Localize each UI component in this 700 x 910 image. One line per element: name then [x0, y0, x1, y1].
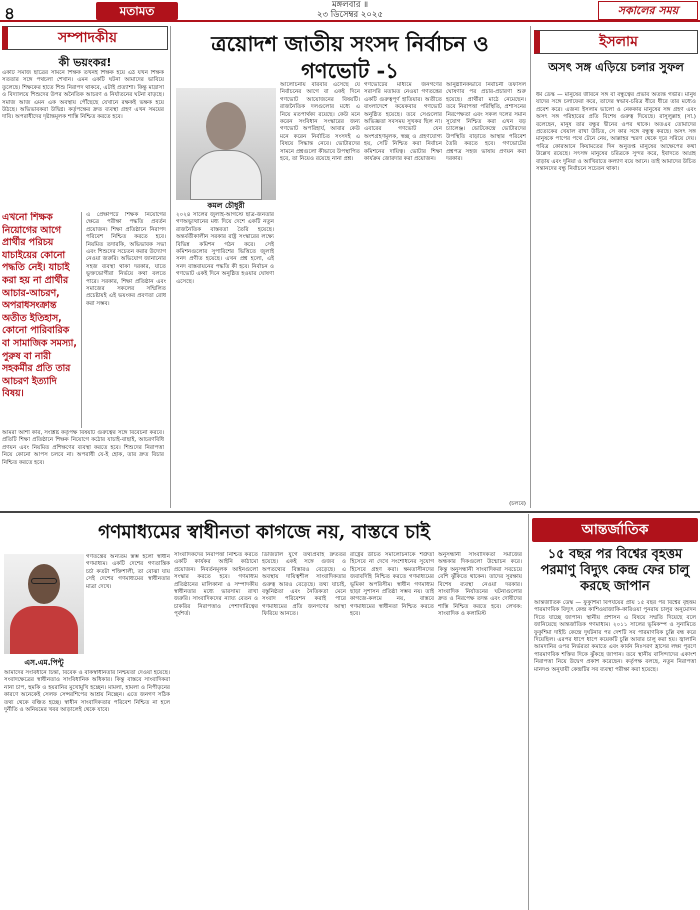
masthead — [0, 0, 700, 22]
second-article-column: অনুসন্ধানী সাংবাদিকতা সমাজের অন্ধকার দিকগুলো উন্মোচন করে। কিন্তু অনুসন্ধানী সাংবাদিকরা সবচেয়ে বেশি ঝুঁকিতে থাকেন। তাদের সুরক্ষায় বিশেষ ব্যবস্থা নেওয়া দরকার। সাংবাদিক নির্যাতনের ঘটনাগুলোর দ্রুত ও নিরপেক্ষ তদন্ত এবং দোষীদের শাস্তি নিশ্চিত করতে হবে। লেখক: সাংবাদিক ও কলামিস্ট — [438, 552, 522, 618]
second-article-column: আমাদের সংবিধানে চিন্তা, বিবেক ও বাকস্বাধীনতার নিশ্চয়তা দেওয়া হয়েছে। সংবাদক্ষেত্রের স্বাধীনতাও সাংবিধানিক অধিকার। কিন্তু বাস্তবে সাংবাদিকরা নানা চাপ, হুমকি ও হয়রানির মুখোমুখি হচ্ছেন। মামলা, হামলা ও নিপীড়নের কারণে অনেকেই সেলফ সেন্সরশিপের আশ্রয় নিচ্ছেন। এতে জনগণ সঠিক তথ্য থেকে বঞ্চিত হচ্ছে। স্বাধীন সাংবাদিকতার পরিবেশ নিশ্চিত না হলে দুর্নীতি ও অনিয়মের খবর আড়ালেই থেকে যাবে। — [4, 670, 170, 714]
international-article-title: ১৫ বছর পর বিশ্বের বৃহত্তম পরমাণু বিদ্যুৎ কেন্দ্র ফের চালু করছে জাপান — [540, 547, 690, 594]
editorial-pull-quote: এখনো শিক্ষক নিয়োগের আগে প্রার্থীর পরিচয় যাচাইয়ের কোনো পদ্ধতি নেই। যাচাই করা হয় না প্রার্থীর আচার-আচরণ, অপরাধসংক্রান্ত অতীত ইতিহাস, কোনো পারিবারিক বা সামাজিক সমস্যা, পুরুষ বা নারী সহকর্মীর প্রতি তার আচরণ ইত্যাদি বিষয়। — [2, 212, 82, 428]
international-section-header: আন্তর্জাতিক — [532, 518, 698, 542]
international-article-body: আন্তর্জাতিক ডেস্ক — ফুকুশিমা বিপর্যয়ের প্রায় ১৫ বছর পর বিশ্বের বৃহত্তম পারমাণবিক বিদ্যুৎ কেন্দ্র কাশিওয়াজাকি-কারিওয়া পুনরায় চালুর অনুমোদন দিতে যাচ্ছে জাপান। স্থানীয় প্রশাসন এ বিষয়ে সম্মতি দিয়েছে বলে জানিয়েছে আন্তর্জাতিক গণমাধ্যম। ২০১১ সালের ভূমিকম্প ও সুনামিতে ফুকুশিমা দাইচি কেন্দ্রে দুর্ঘটনার পর দেশটি সব পারমাণবিক চুল্লি বন্ধ করে দিয়েছিল। এরপর ধাপে ধাপে কয়েকটি চুল্লি আবার চালু করা হয়। জ্বালানি আমদানির ওপর নির্ভরতা কমাতে এবং কার্বন নিঃসরণ হ্রাসের লক্ষ্য পূরণে পারমাণবিক শক্তির দিকে ঝুঁকছে জাপান। তবে স্থানীয় বাসিন্দাদের একাংশ নিরাপত্তা নিয়ে উদ্বেগ প্রকাশ করেছেন। কর্তৃপক্ষ বলছে, নতুন নিরাপত্তা মানদণ্ড অনুযায়ী কেন্দ্রটির সব ব্যবস্থা পরীক্ষা করা হয়েছে। — [534, 600, 696, 673]
page-number: ৪ — [4, 4, 16, 24]
main-article-headline: ত্রয়োদশ জাতীয় সংসদ নির্বাচন ও গণভোট -১ — [211, 31, 489, 83]
second-article-column: ডিজিটাল যুগে তথ্যপ্রবাহ দ্রুততর হয়েছে। একই সঙ্গে গুজব ও অপতথ্যের বিস্তারও বেড়েছে। এ অবস্থায় দায়িত্বশীল সাংবাদিকতার গুরুত্ব আরও বেড়েছে। তথ্য যাচাই, বস্তুনিষ্ঠতা এবং নৈতিকতা মেনে সংবাদ পরিবেশন করাই পারে গণমাধ্যমের প্রতি জনগণের আস্থা ফিরিয়ে আনতে। — [262, 552, 346, 618]
second-article-byline: এস.এম.পিন্টু — [24, 658, 64, 667]
main-article-column: আনুষ্ঠানিকভাবে নির্বাচনী তফসিল ঘোষণার পর প্রচার-প্রচারণা শুরু হয়েছে। প্রার্থীরা মাঠে নেমেছেন। তবে নিরাপত্তা পরিস্থিতি, প্রশাসনের নিরপেক্ষতা এবং সকল দলের সমান সুযোগ নিশ্চিত করা এখন বড় চ্যালেঞ্জ। ভোটকেন্দ্রে ভোটারদের উপস্থিতি বাড়াতে আস্থার পরিবেশ তৈরি করতে হবে। গণভোটের প্রশ্নপত্র সহজ ভাষায় প্রণয়ন করা দরকার। — [446, 82, 526, 163]
section-divider — [0, 511, 700, 513]
issue-date-text: ২৩ ডিসেম্বর ২০২৫ — [317, 10, 383, 20]
editorial-body-continued: আমরা আশা করি, সংশ্লিষ্ট কর্তৃপক্ষ বিষয়টি গুরুত্বের সঙ্গে বিবেচনা করবে। প্রতিটি শিক্ষা প্রতিষ্ঠানে শিক্ষক নিয়োগে কঠোর যাচাই-বাছাই, আচরণবিধি প্রণয়ন এবং নিয়মিত প্রশিক্ষণের ব্যবস্থা করতে হবে। শিশুদের নিরাপত্তা নিয়ে কোনো আপস চলবে না। অপরাধী যে-ই হোক, তার দ্রুত বিচার নিশ্চিত করতে হবে। — [2, 430, 164, 466]
column-divider — [528, 514, 529, 910]
second-article-column: গণতন্ত্রের অন্যতম স্তম্ভ হলো স্বাধীন গণমাধ্যম। একটি দেশের গণতান্ত্রিক চর্চা কতটা শক্তিশালী, তা বোঝা যায় সেই দেশের গণমাধ্যমের স্বাধীনতার মাত্রা দেখে। — [86, 554, 170, 590]
issue-day: মঙ্গলবার ॥ — [331, 0, 369, 10]
editorial-side-text: এ প্রেক্ষাপটে শিক্ষক নিয়োগের ক্ষেত্রে পরীক্ষা পদ্ধতি প্রবর্তন প্রয়োজন। শিক্ষা প্রতিষ্ঠানে নিরাপদ পরিবেশ নিশ্চিত করতে হবে। নিয়মিত তদারকি, অভিভাবক সভা এবং শিশুদের সচেতন করার উদ্যোগ নেওয়া জরুরি। অভিযোগ জানানোর সহজ ব্যবস্থা থাকা দরকার, যাতে ভুক্তভোগীরা নির্ভয়ে কথা বলতে পারে। সরকার, শিক্ষা প্রতিষ্ঠান এবং সমাজের সকলের সম্মিলিত প্রচেষ্টায়ই এই ভয়ংকর প্রবণতা রোধ করা সম্ভব। — [86, 212, 166, 307]
islam-section-header: ইসলাম — [534, 30, 698, 54]
main-article-column: আলোচনায় বারবার এসেছে যে নির্বাচনের আগে বা একই দিনে গণভোট আয়োজনের বিষয়টি। রাজনৈতিক দলগুলোর মধ্যে এ নিয়ে মতপার্থক্য রয়েছে। কেউ মনে করেন সংবিধান সংস্কারের জন্য গণভোট অপরিহার্য, আবার কেউ মনে করেন নির্বাচিত সংসদই এ বিষয়ে সিদ্ধান্ত নেবে। ভোটারদের সামনে প্রশ্নগুলো কীভাবে উপস্থাপিত হবে, তা নিয়েও রয়েছে নানা প্রশ্ন। — [280, 82, 360, 163]
second-article-column: রাষ্ট্রের উচিত সমালোচনাকে শত্রুতা হিসেবে না দেখে সংশোধনের সুযোগ হিসেবে গ্রহণ করা। ক্ষমতাসীনদের জবাবদিহি নিশ্চিত করতে গণমাধ্যমের ভূমিকা অপরিসীম। স্বাধীন গণমাধ্যম ছাড়া সুশাসন প্রতিষ্ঠা সম্ভব নয়। তাই কাগজে-কলমে নয়, বাস্তবে গণমাধ্যমের স্বাধীনতা নিশ্চিত করতে হবে। — [350, 552, 434, 618]
newspaper-logo: সকালের সময় — [598, 1, 698, 20]
second-article-column: সাংবাদিকদের নিরাপত্তা নিশ্চিত করতে একটি কার্যকর আইনি কাঠামো প্রয়োজন। নিবর্তনমূলক আইনগুলো সংস্কার করতে হবে। গণমাধ্যম প্রতিষ্ঠানের মালিকানা ও সম্পাদকীয় স্বাধীনতার মধ্যে ভারসাম্য রাখা জরুরি। সাংবাদিকদের ন্যায্য বেতন ও চাকরির নিরাপত্তাও পেশাদারিত্বের পূর্বশর্ত। — [174, 552, 258, 618]
author-photo — [4, 554, 84, 654]
column-divider — [530, 26, 531, 508]
issue-date — [270, 0, 430, 20]
main-article-column: গণভোটের মাধ্যমে জনগণের সরাসরি মতামত নেওয়া গণতন্ত্রের একটি গুরুত্বপূর্ণ হাতিয়ার। অতীতে বাংলাদেশে কয়েকবার গণভোট অনুষ্ঠিত হয়েছে। তবে সেগুলোর অভিজ্ঞতা সবসময় সুখকর ছিল না। এবারের গণভোট যেন অংশগ্রহণমূলক, স্বচ্ছ ও গ্রহণযোগ্য হয়, সেটি নিশ্চিত করা নির্বাচন কমিশনের দায়িত্ব। ভোটার শিক্ষা কার্যক্রম জোরদার করা প্রয়োজন। — [364, 82, 442, 163]
islam-article-title: অসৎ সঙ্গ এড়িয়ে চলার সুফল — [548, 60, 684, 74]
editorial-body: একটি সমাজ ছাত্রের সামনে শিক্ষক তখনই শিক্ষক হয়ে এঠ যখন শিক্ষক সততার সঙ্গে পথচলা শেখান। এমন একটি ঘটনা আমাদের ভাবিয়ে তুলেছে। শিক্ষকের হাতে শিশু নিরাপদ থাকবে, এটাই প্রত্যাশা। কিন্তু মাদ্রাসা ও বিদ্যালয়ে শিশুদের উপর অনৈতিক আচরণ ও নির্যাতনের ঘটনা বাড়ছে। সমাজ আজ এমন এক অবস্থায় পৌঁছেছে যেখানে রক্ষকই ভক্ষক হয়ে উঠছে। অভিভাবকরা উদ্বিগ্ন। কর্তৃপক্ষের দ্রুত ব্যবস্থা গ্রহণ এখন সময়ের দাবি। অপরাধীদের দৃষ্টান্তমূলক শাস্তি নিশ্চিত করতে হবে। — [2, 70, 164, 121]
main-article-column: ২০২৪ সালের জুলাই-আগস্টে ছাত্র-জনতার গণঅভ্যুত্থানের মধ্য দিয়ে দেশে একটি নতুন রাজনৈতিক বাস্তবতা তৈরি হয়েছে। অন্তর্বর্তীকালীন সরকার রাষ্ট্র সংস্কারের লক্ষ্যে বিভিন্ন কমিশন গঠন করে। সেই কমিশনগুলোর সুপারিশের ভিত্তিতে জুলাই সনদ প্রণীত হয়েছে। এখন প্রশ্ন হলো, এই সনদ বাস্তবায়নের পদ্ধতি কী হবে। নির্বাচন ও গণভোট একই দিনে অনুষ্ঠিত হওয়ার ঘোষণা এসেছে। — [176, 212, 274, 285]
islam-article-body: ধর্ম ডেস্ক — মানুষের জীবনে সঙ্গ বা বন্ধুত্বের প্রভাব অত্যন্ত গভীর। মানুষ যাদের সঙ্গে চলাফেরা করে, তাদের স্বভাব-চরিত্র ধীরে ধীরে তার মধ্যেও প্রবেশ করে। এজন্য ইসলাম ভালো ও নেককার মানুষের সঙ্গ গ্রহণ এবং অসৎ সঙ্গ পরিহারের প্রতি বিশেষ গুরুত্ব দিয়েছে। রাসুলুল্লাহ (সা.) বলেছেন, মানুষ তার বন্ধুর দ্বীনের ওপর থাকে। অতএব তোমাদের প্রত্যেকের খেয়াল রাখা উচিত, সে কার সঙ্গে বন্ধুত্ব করছে। অসৎ সঙ্গ মানুষকে পাপের পথে টেনে নেয়, আল্লাহর স্মরণ থেকে দূরে সরিয়ে দেয়। পবিত্র কোরআনে কিয়ামতের দিন অনুতপ্ত মানুষের আক্ষেপের কথা উল্লেখ রয়েছে। সৎসঙ্গ মানুষের চরিত্রকে সুন্দর করে, ইবাদতে আগ্রহ বাড়ায় এবং দুনিয়া ও আখিরাতে কল্যাণ বয়ে আনে। তাই আমাদের উচিত সন্তানদের বন্ধু নির্বাচনে সচেতন থাকা। — [536, 92, 696, 173]
continued-note: (চলবে) — [509, 501, 526, 507]
editorial-section — [2, 26, 168, 73]
author-photo — [176, 88, 276, 200]
main-article-byline: কমল চৌধুরী — [207, 201, 245, 210]
section-tag: মতামত — [96, 2, 178, 20]
editorial-header: সম্পাদকীয় — [2, 26, 168, 50]
editorial-subtitle: কী ভয়ংকর! — [58, 56, 112, 69]
second-article-headline: গণমাধ্যমের স্বাধীনতা কাগজে নয়, বাস্তবে চাই — [98, 522, 430, 543]
column-divider — [170, 26, 171, 508]
